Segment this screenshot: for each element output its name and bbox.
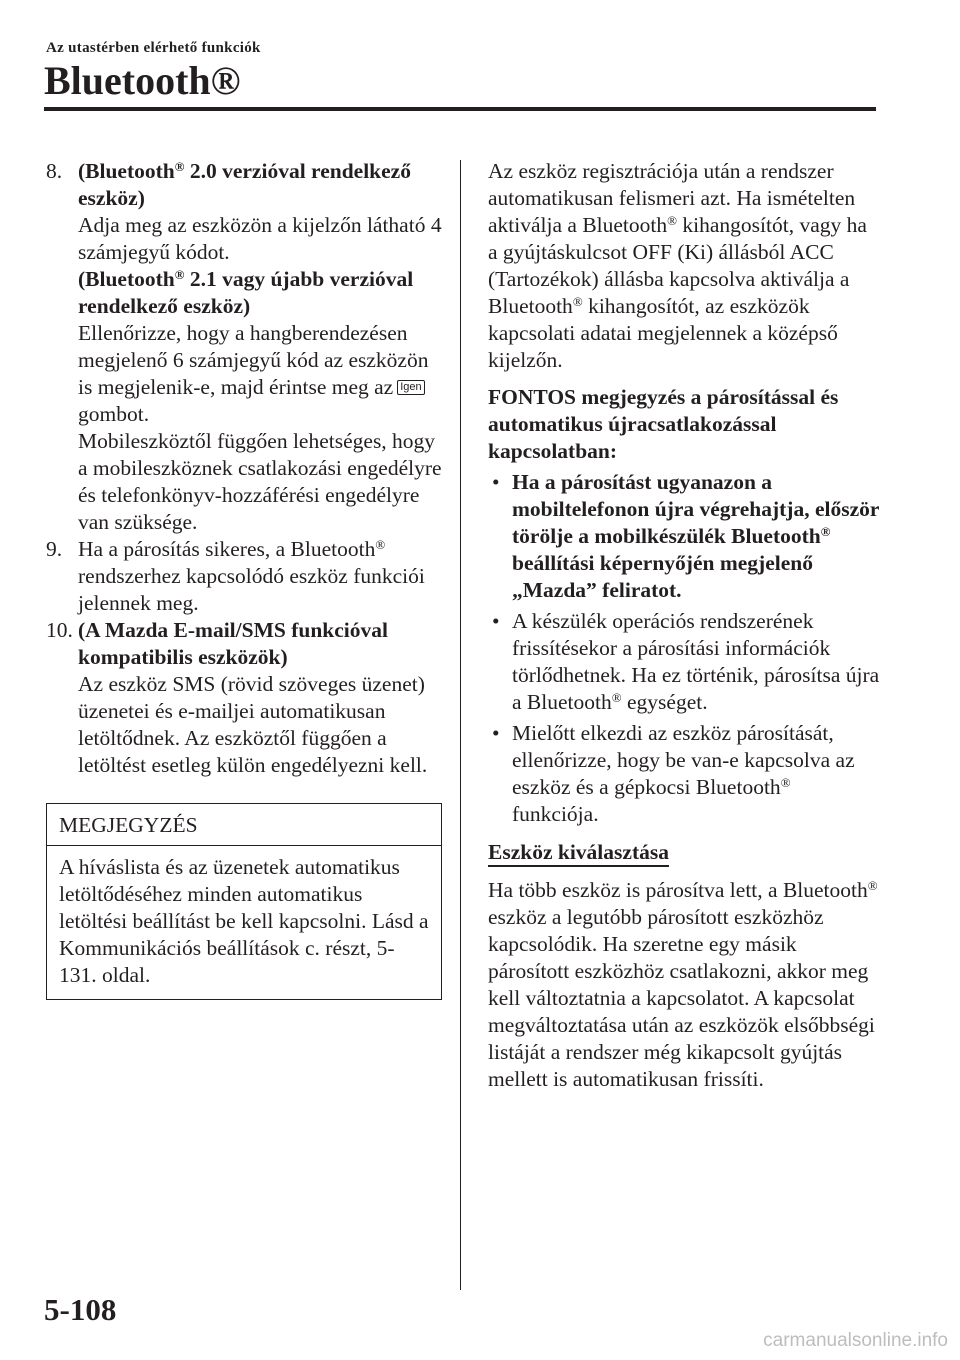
step-8-text-a: Adja meg az eszközön a kijelzőn látható 4 számjegyű kódot.: [78, 213, 442, 264]
bullet-item: • Ha a párosítást ugyanazon a mobiltelefonon újra végrehajtja, először törölje a mobilkészülék Bluetooth® beállítási képernyőjén megjelenő „Mazda” feliratot.: [488, 469, 880, 604]
bullet-item: • A készülék operációs rendszerének frissítésekor a párosítási információk törlődhetnek. Ha ez történik, párosítsa újra a Bluetooth® egységet.: [488, 608, 880, 716]
step-8: [46, 158, 442, 536]
step-8-heading-b: (Bluetooth® 2.1 vagy újabb verzióval rendelkező eszköz): [78, 267, 414, 318]
section-heading: Eszköz kiválasztása: [488, 840, 669, 867]
igen-button-icon: Igen: [397, 380, 424, 395]
right-column: [488, 158, 880, 1093]
step-8-text-c: Mobileszköztől függően lehetséges, hogy a mobileszköznek csatlakozási engedélyre és telefonkönyv-hozzáférési engedélyre van szüksége.: [78, 429, 442, 534]
note-body: A híváslista és az üzenetek automatikus letöltődéséhez minden automatikus letöltési beállítást be kell kapcsolni. Lásd a Kommunikációs beállítások c. részt, 5-131. oldal.: [59, 855, 429, 987]
note-title: MEGJEGYZÉS: [47, 804, 441, 846]
step-10-text: Az eszköz SMS (rövid szöveges üzenet) üzenetei és e-mailjei automatikusan letöltődnek. Az eszköztől függően a letöltést esetleg külön engedélyezni kell.: [78, 672, 428, 777]
bullet-icon: •: [492, 609, 500, 633]
intro-paragraph: Az eszköz regisztrációja után a rendszer automatikusan felismeri azt. Ha ismételten aktiválja a Bluetooth® kihangosítót, vagy ha a gyújtáskulcsot OFF (Ki) állásból ACC (Tartozékok) állásba kapcsolva aktiválja a Bluetooth® kihangosítót, az eszközök kapcsolati adatai megjelennek a középső kijelzőn.: [488, 159, 867, 372]
step-number: 9.: [46, 537, 63, 561]
important-heading: FONTOS megjegyzés a párosítással és automatikus újracsatlakozással kapcsolatban:: [488, 385, 839, 463]
page-number: 5-108: [44, 1292, 117, 1327]
step-number: 8.: [46, 159, 63, 183]
step-9-text: Ha a párosítás sikeres, a Bluetooth® rendszerhez kapcsolódó eszköz funkciói jelennek meg.: [78, 537, 425, 615]
step-8-heading-a: (Bluetooth® 2.0 verzióval rendelkező eszköz): [78, 159, 411, 210]
step-10: [46, 617, 442, 779]
step-10-heading: (A Mazda E-mail/SMS funkcióval kompatibilis eszközök): [78, 618, 388, 669]
step-9: [46, 536, 442, 617]
bullet-icon: •: [492, 470, 500, 494]
bullet-item: • Mielőtt elkezdi az eszköz párosítását, ellenőrizze, hogy be van-e kapcsolva az eszköz és a gépkocsi Bluetooth® funkciója.: [488, 720, 880, 828]
watermark: carmanualsonline.info: [763, 1330, 948, 1351]
note-box: [46, 803, 442, 1000]
header-rule: [44, 107, 876, 111]
left-column: [46, 158, 442, 1000]
column-divider: [460, 160, 461, 1290]
section-paragraph: Ha több eszköz is párosítva lett, a Bluetooth® eszköz a legutóbb párosított eszközhöz kapcsolódik. Ha szeretne egy másik párosított eszközhöz csatlakozni, akkor meg kell változtatnia a kapcsolatot. A kapcsolat megváltoztatása után az eszközök elsőbbségi listáját a rendszer még kikapcsolt gyújtás mellett is automatikusan frissíti.: [488, 878, 878, 1091]
step-8-text-b: Ellenőrizze, hogy a hangberendezésen megjelenő 6 számjegyű kód az eszközön is megjelenik-e, majd érintse meg az Igengombot.: [78, 321, 429, 426]
page-title: Bluetooth®: [44, 58, 241, 103]
section-header: Az utastérben elérhető funkciók: [46, 40, 261, 56]
step-number: 10.: [46, 618, 73, 642]
bullet-icon: •: [492, 721, 500, 745]
